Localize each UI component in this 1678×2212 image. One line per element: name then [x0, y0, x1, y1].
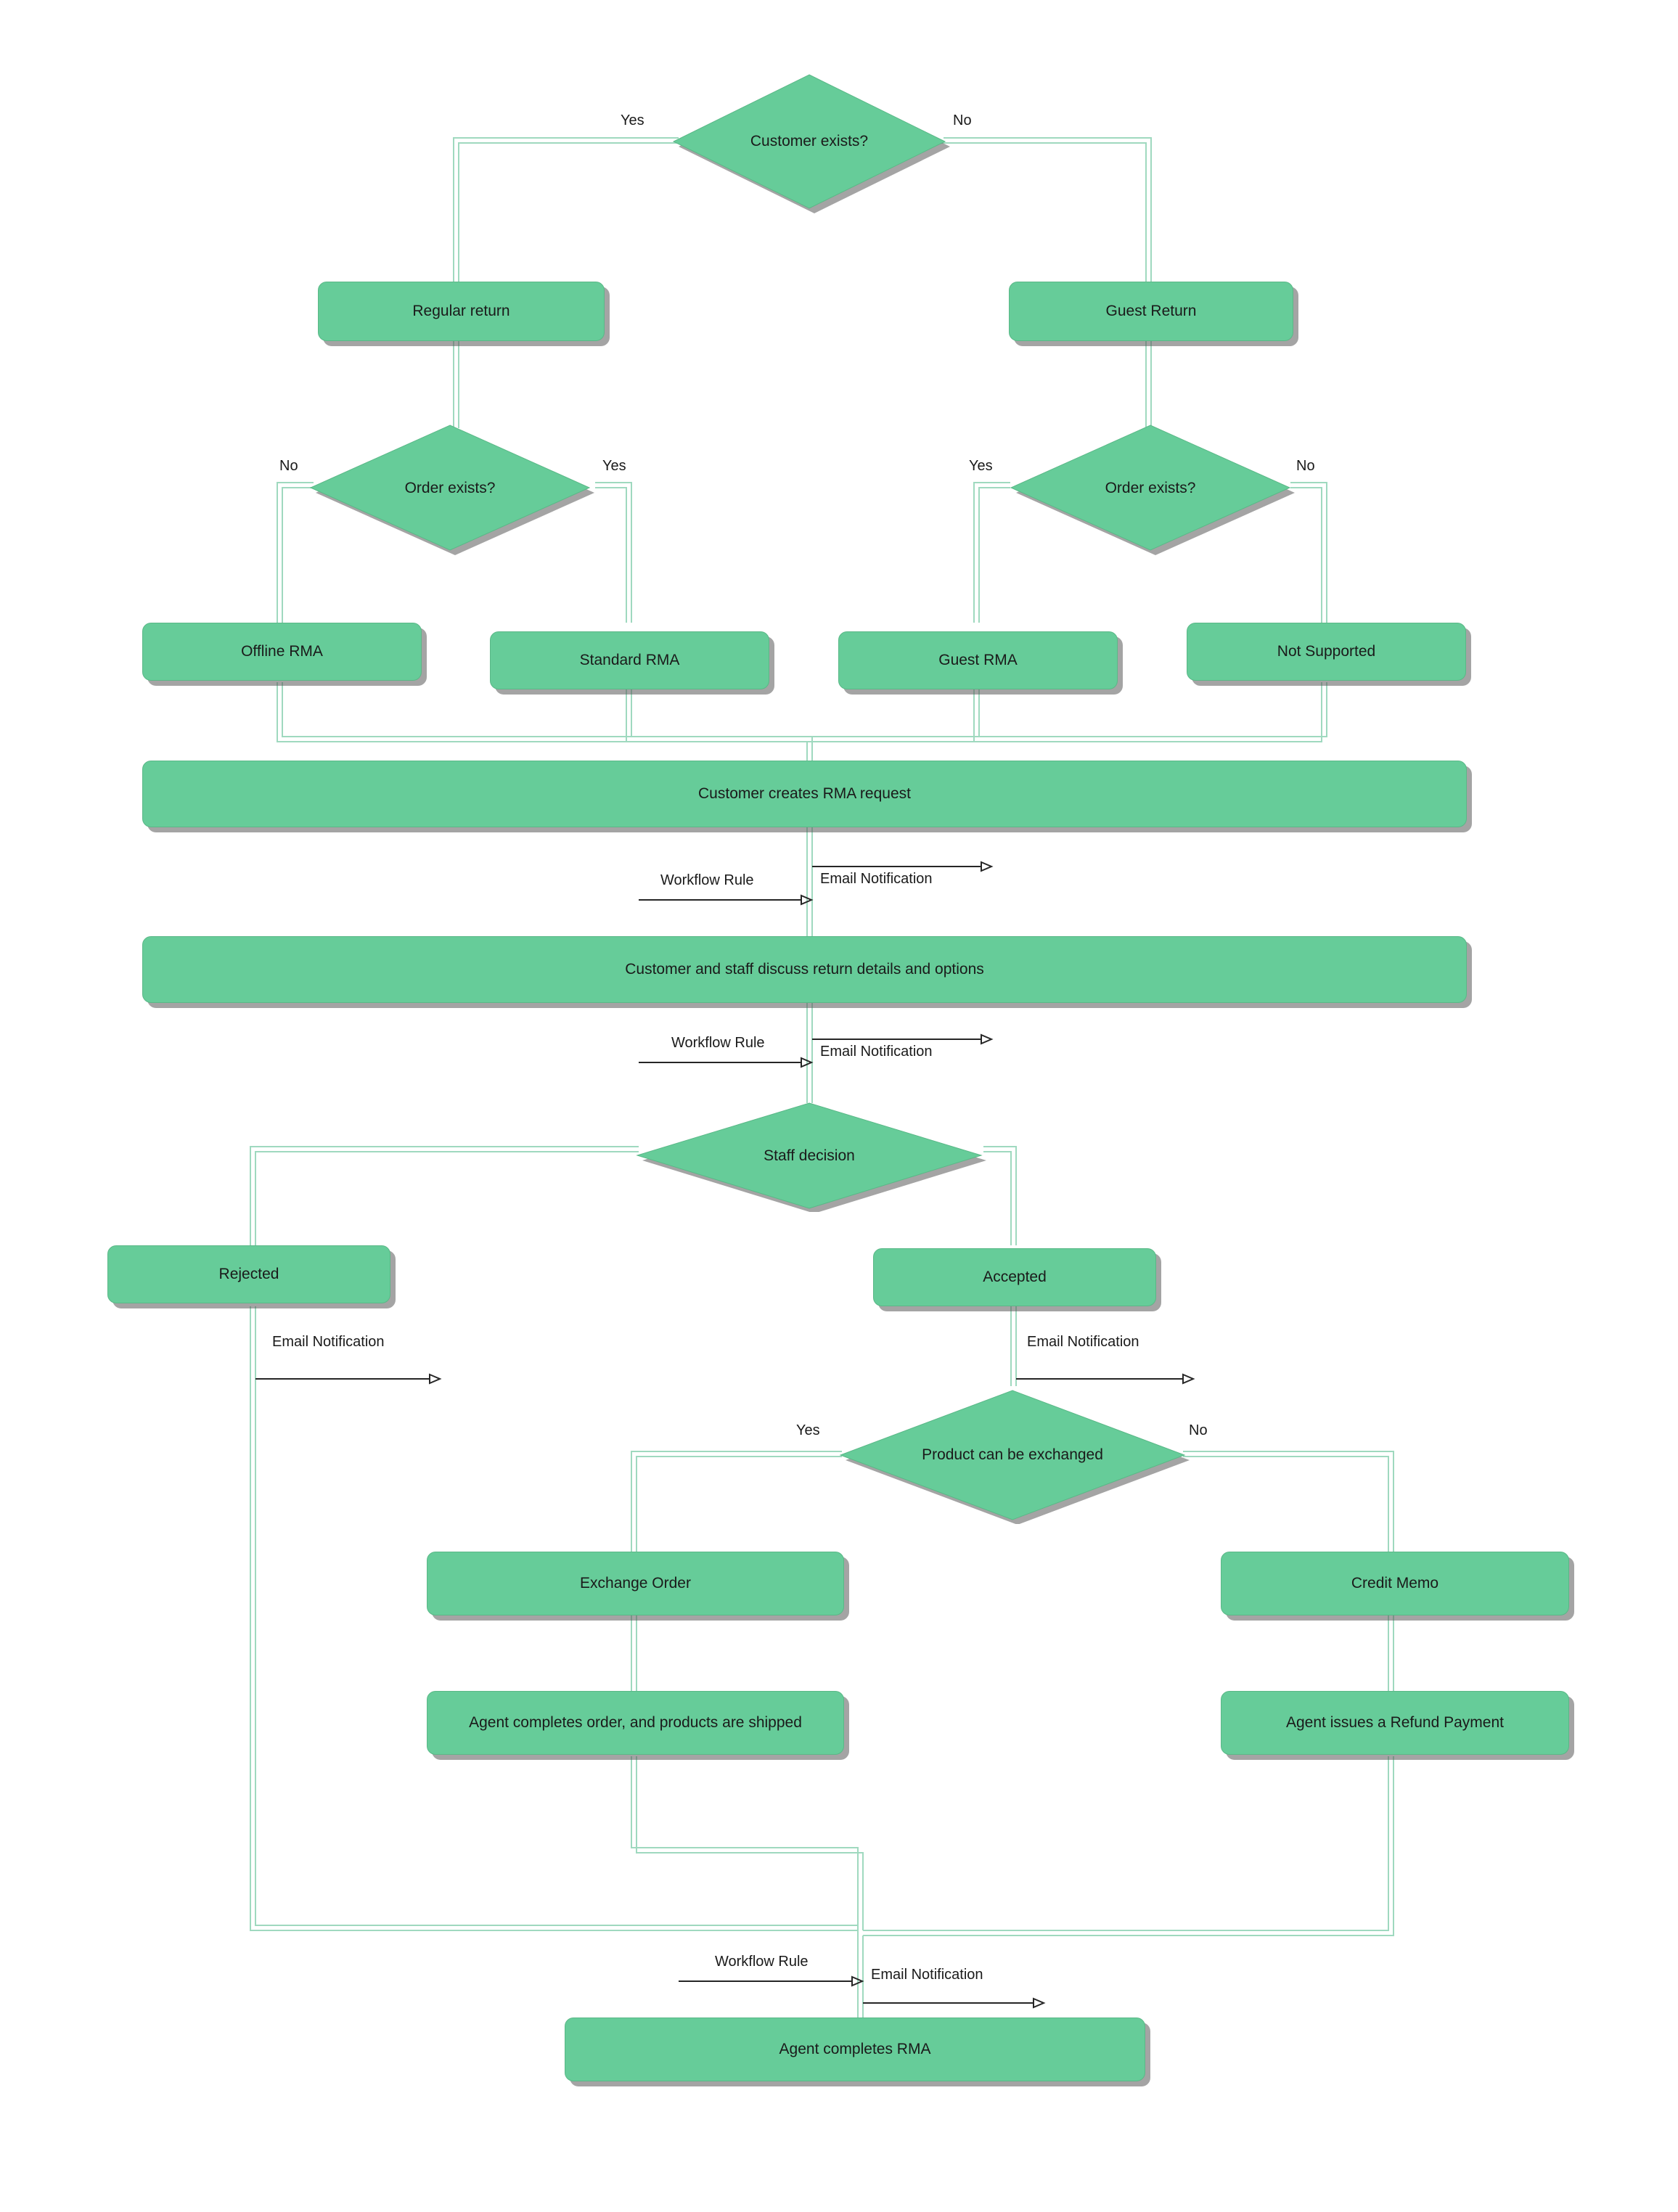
node-credit-memo[interactable] — [1221, 1552, 1569, 1615]
node-agent-refund-label: Agent issues a Refund Payment — [1285, 1713, 1504, 1731]
node-discuss-details-label: Customer and staff discuss return details and options — [625, 960, 984, 978]
node-rejected-label: Rejected — [218, 1265, 279, 1282]
edge-label-customer-exists-no: No — [953, 112, 972, 128]
node-guest-rma-label: Guest RMA — [938, 651, 1018, 668]
edge-label-email-notification-accepted: Email Notification — [1027, 1334, 1139, 1350]
decision-staff[interactable] — [631, 1099, 987, 1212]
decision-order-exists-left-label: Order exists? — [404, 479, 496, 496]
edge-label-order-left-no: No — [279, 458, 298, 474]
decision-product-exchanged-label: Product can be exchanged — [922, 1446, 1103, 1463]
node-guest-return-label: Guest Return — [1105, 302, 1197, 319]
node-agent-completes-order-label: Agent completes order, and products are shipped — [469, 1713, 802, 1731]
edge-label-email-notification-rejected: Email Notification — [272, 1334, 385, 1350]
node-discuss-details[interactable] — [142, 936, 1467, 1003]
edge-label-exchange-yes: Yes — [796, 1422, 820, 1438]
edge-label-email-notification-3: Email Notification — [871, 1967, 983, 1983]
edge-label-email-notification-1: Email Notification — [820, 871, 933, 887]
node-agent-completes-rma[interactable] — [565, 2018, 1145, 2081]
node-agent-refund[interactable] — [1221, 1691, 1569, 1755]
node-credit-memo-label: Credit Memo — [1351, 1574, 1439, 1592]
decision-product-exchanged[interactable] — [835, 1386, 1190, 1524]
node-accepted-label: Accepted — [983, 1268, 1047, 1285]
node-customer-creates-rma[interactable] — [142, 761, 1467, 827]
decision-staff-label: Staff decision — [764, 1147, 855, 1164]
node-not-supported[interactable] — [1187, 623, 1466, 681]
node-exchange-order-label: Exchange Order — [580, 1574, 691, 1592]
edge-label-order-left-yes: Yes — [602, 458, 626, 474]
node-accepted[interactable] — [873, 1248, 1156, 1306]
edge-label-order-right-no: No — [1296, 458, 1315, 474]
node-standard-rma[interactable] — [490, 631, 769, 689]
edge-label-workflow-rule-2: Workflow Rule — [671, 1035, 765, 1051]
node-guest-rma[interactable] — [838, 631, 1118, 689]
edge-label-order-right-yes: Yes — [969, 458, 993, 474]
decision-order-exists-right-label: Order exists? — [1105, 479, 1196, 496]
node-regular-return-label: Regular return — [412, 302, 510, 319]
decision-order-exists-left[interactable] — [305, 421, 595, 555]
edge-label-workflow-rule-3: Workflow Rule — [715, 1954, 809, 1970]
edge-label-customer-exists-yes: Yes — [621, 112, 644, 128]
node-standard-rma-label: Standard RMA — [579, 651, 680, 668]
edge-label-workflow-rule-1: Workflow Rule — [660, 872, 754, 888]
node-guest-return[interactable] — [1009, 282, 1293, 341]
node-rejected[interactable] — [107, 1245, 390, 1303]
decision-customer-exists-label: Customer exists? — [750, 133, 869, 149]
node-offline-rma-label: Offline RMA — [241, 642, 323, 660]
node-exchange-order[interactable] — [427, 1552, 844, 1615]
edge-label-exchange-no: No — [1189, 1422, 1208, 1438]
node-customer-creates-rma-label: Customer creates RMA request — [698, 785, 911, 802]
decision-order-exists-right[interactable] — [1005, 421, 1296, 555]
node-offline-rma[interactable] — [142, 623, 422, 681]
node-regular-return[interactable] — [318, 282, 605, 341]
node-agent-completes-rma-label: Agent completes RMA — [779, 2040, 931, 2057]
decision-customer-exists[interactable] — [668, 69, 951, 214]
node-agent-completes-order[interactable] — [427, 1691, 844, 1755]
node-not-supported-label: Not Supported — [1277, 642, 1376, 660]
edge-label-email-notification-2: Email Notification — [820, 1044, 933, 1060]
